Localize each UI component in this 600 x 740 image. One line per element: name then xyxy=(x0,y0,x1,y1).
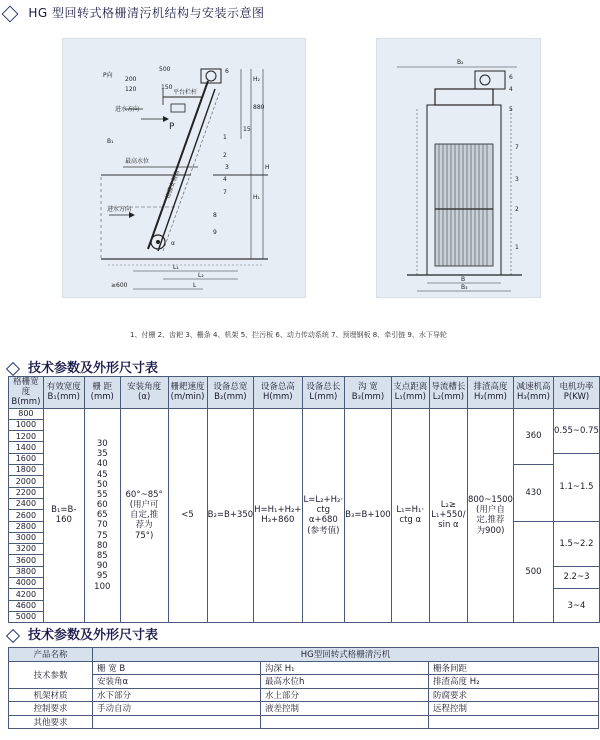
header-cell: 排渣高度 H₂(mm) xyxy=(467,377,513,409)
dim-b3: B₃ xyxy=(461,284,468,291)
spec-cell: 栅条间距 xyxy=(429,661,599,675)
right-diagram-panel xyxy=(376,38,541,298)
callout-4: 4 xyxy=(223,176,227,183)
p-mark: P xyxy=(169,122,175,132)
effective-width-cell: B₁=B-160 xyxy=(43,408,84,623)
dim-200: 200 xyxy=(125,76,137,83)
dim-880: 880 xyxy=(253,104,265,111)
spec-row xyxy=(9,715,599,729)
total-length-cell: L=L₂+H₂· ctg α+680 (参考值) xyxy=(302,408,345,623)
header-cell: 减速机高 H₃(mm) xyxy=(513,377,553,409)
r-callout-5: 5 xyxy=(509,106,513,113)
dim-l1: L₁ xyxy=(173,264,179,271)
dim-b2: B₂ xyxy=(457,59,464,66)
section1-title xyxy=(8,357,158,376)
width-cell: 1800 xyxy=(9,465,44,476)
dim-l: L xyxy=(193,282,197,289)
reducer-height-cell: 500 xyxy=(513,521,553,623)
pivot-distance-cell: L₁=H₁· ctg α xyxy=(391,408,429,623)
spec-cell: 排渣高度 H₂ xyxy=(429,675,599,689)
spec-header-row xyxy=(9,648,599,662)
spec-row-label: 机架材质 xyxy=(9,688,93,702)
motor-power-cell: 1.1~1.5 xyxy=(553,453,599,521)
callout-6: 6 xyxy=(225,68,229,75)
speed-cell: <5 xyxy=(168,408,207,623)
callout-1: 1 xyxy=(223,134,227,141)
width-cell: 4200 xyxy=(9,589,44,600)
angle-label: 格栅安装角 xyxy=(164,169,182,200)
spec-cell: 手动自动 xyxy=(93,702,261,716)
inlet-direction2-label: 进水方向 xyxy=(107,206,132,213)
spec-row xyxy=(9,702,599,716)
width-cell: 1000 xyxy=(9,419,44,430)
spec-row-label: 其他要求 xyxy=(9,715,93,729)
spec-cell: 水上部分 xyxy=(261,688,429,702)
inlet-direction-label: 进水方向 xyxy=(115,106,140,113)
r-callout-3: 3 xyxy=(515,176,519,183)
total-height-cell: H=H₁+H₂+ H₃+860 xyxy=(254,408,302,623)
reducer-height-cell: 430 xyxy=(513,465,553,521)
dim-15: 15 xyxy=(243,126,251,133)
dim-120: 120 xyxy=(125,86,137,93)
header-cell: 设备总长 L(mm) xyxy=(302,377,345,409)
spec-cell: 水下部分 xyxy=(93,688,261,702)
motor-power-cell: 3~4 xyxy=(553,589,599,623)
header-cell: 栅 距 (mm) xyxy=(84,377,120,409)
spec-row xyxy=(9,675,599,689)
spec-cell: 液差控制 xyxy=(261,702,429,716)
r-callout-2: 2 xyxy=(515,206,519,213)
front-view-diagram xyxy=(377,39,540,297)
header-cell: 电机功率 P(KW) xyxy=(553,377,599,409)
spec-cell xyxy=(261,715,429,729)
guide-length-cell: L₂≥ L₁+550/ sin α xyxy=(429,408,467,623)
spec-row-label: 技术参数 xyxy=(9,661,93,688)
callout-8: 8 xyxy=(213,212,217,219)
spec-table xyxy=(8,647,599,729)
spec-cell xyxy=(429,715,599,729)
discharge-height-cell: 800~1500 (用户自 定,推荐 为900) xyxy=(467,408,513,623)
angle-cell: 60°~85° (用户可 自定,推 荐为 75°) xyxy=(120,408,168,623)
width-cell: 1200 xyxy=(9,431,44,442)
dim-l2: L₂ xyxy=(198,272,204,279)
section2-title xyxy=(8,624,158,643)
reducer-height-cell: 360 xyxy=(513,408,553,464)
r-callout-4: 4 xyxy=(509,86,513,93)
side-view-diagram xyxy=(63,39,305,297)
width-cell: 1600 xyxy=(9,453,44,464)
motor-power-cell: 2.2~3 xyxy=(553,566,599,589)
params-header-row xyxy=(9,377,600,409)
header-cell: 支点距离 L₁(mm) xyxy=(391,377,429,409)
total-width-cell: B₂=B+350 xyxy=(207,408,254,623)
diamond-icon xyxy=(6,628,20,642)
diamond-icon xyxy=(2,5,19,22)
dim-500: 500 xyxy=(159,66,171,73)
trench-width-cell: B₃=B+100 xyxy=(345,408,392,623)
page-title xyxy=(4,4,264,21)
dim-h: H xyxy=(265,164,270,171)
section1-title-text: 技术参数及外形尺寸表 xyxy=(28,361,159,376)
header-cell: 安装角度 (α) xyxy=(120,377,168,409)
spec-row-label: 控制要求 xyxy=(9,702,93,716)
platform-label: 平台栏杆 xyxy=(173,89,198,96)
alpha-label: α xyxy=(171,240,175,247)
left-diagram-panel xyxy=(62,38,306,298)
dim-b1: B₁ xyxy=(107,138,114,145)
header-cell: 导流槽长 L₂(mm) xyxy=(429,377,467,409)
title-text: HG 型回转式格栅清污机结构与安装示意图 xyxy=(28,6,265,20)
width-cell: 3200 xyxy=(9,544,44,555)
width-cell: 3000 xyxy=(9,532,44,543)
callout-2: 2 xyxy=(223,152,227,159)
r-callout-1: 1 xyxy=(515,244,519,251)
dim-h2: H₂ xyxy=(253,76,260,83)
header-cell: 设备总宽 B₂(mm) xyxy=(207,377,254,409)
width-cell: 2200 xyxy=(9,487,44,498)
dim-h1: H₁ xyxy=(253,194,260,201)
dim-b: B xyxy=(461,276,466,283)
header-cell: 有效宽度 B₁(mm) xyxy=(43,377,84,409)
width-cell: 3600 xyxy=(9,555,44,566)
dim-150: 150 xyxy=(161,84,173,91)
spec-cell: 最高水位h xyxy=(261,675,429,689)
callout-9: 9 xyxy=(213,229,217,236)
p-direction-label: P向 xyxy=(103,72,113,79)
spec-cell: 防腐要求 xyxy=(429,688,599,702)
spec-row xyxy=(9,688,599,702)
width-cell: 4600 xyxy=(9,600,44,611)
motor-power-cell: 0.55~0.75 xyxy=(553,408,599,453)
width-cell: 800 xyxy=(9,408,44,419)
spec-cell: 安装角α xyxy=(93,675,261,689)
r-callout-7: 7 xyxy=(515,144,519,151)
spec-cell xyxy=(93,715,261,729)
width-cell: 4000 xyxy=(9,578,44,589)
callout-3: 3 xyxy=(225,164,229,171)
width-cell: 5000 xyxy=(9,611,44,622)
params-table xyxy=(8,376,600,623)
header-cell: 栅耙速度 (m/min) xyxy=(168,377,207,409)
width-cell: 2800 xyxy=(9,521,44,532)
motor-power-cell: 1.5~2.2 xyxy=(553,521,599,566)
width-cell: 2600 xyxy=(9,510,44,521)
params-row xyxy=(9,408,600,419)
r-callout-6: 6 xyxy=(509,74,513,81)
spec-cell: 远程控制 xyxy=(429,702,599,716)
diamond-icon xyxy=(6,361,20,375)
spec-row xyxy=(9,661,599,675)
header-cell: 格栅宽度 B(mm) xyxy=(9,377,44,409)
dim-600: ≥600 xyxy=(111,282,128,289)
product-name-cell: HG型回转式格栅清污机 xyxy=(93,648,599,662)
section2-title-text: 技术参数及外形尺寸表 xyxy=(28,628,159,643)
width-cell: 2400 xyxy=(9,498,44,509)
max-water-label: 最高水位 xyxy=(125,158,150,165)
parts-legend: 1、付栅 2、齿耙 3、栅条 4、机架 5、拦污板 6、动力传动系统 7、预埋钢板 8、牵引链 9、水下导轮 xyxy=(130,331,447,339)
width-cell: 2000 xyxy=(9,476,44,487)
product-label-cell: 产品名称 xyxy=(9,648,93,662)
header-cell: 沟 宽 B₃(mm) xyxy=(345,377,392,409)
header-cell: 设备总高 H(mm) xyxy=(254,377,302,409)
spacing-cell: 30 35 40 45 50 55 60 65 70 75 80 85 90 95 100 xyxy=(84,408,120,623)
callout-7: 7 xyxy=(223,189,227,196)
width-cell: 1400 xyxy=(9,442,44,453)
width-cell: 3800 xyxy=(9,566,44,577)
spec-cell: 栅 宽 B xyxy=(93,661,261,675)
spec-cell: 沟深 H₁ xyxy=(261,661,429,675)
